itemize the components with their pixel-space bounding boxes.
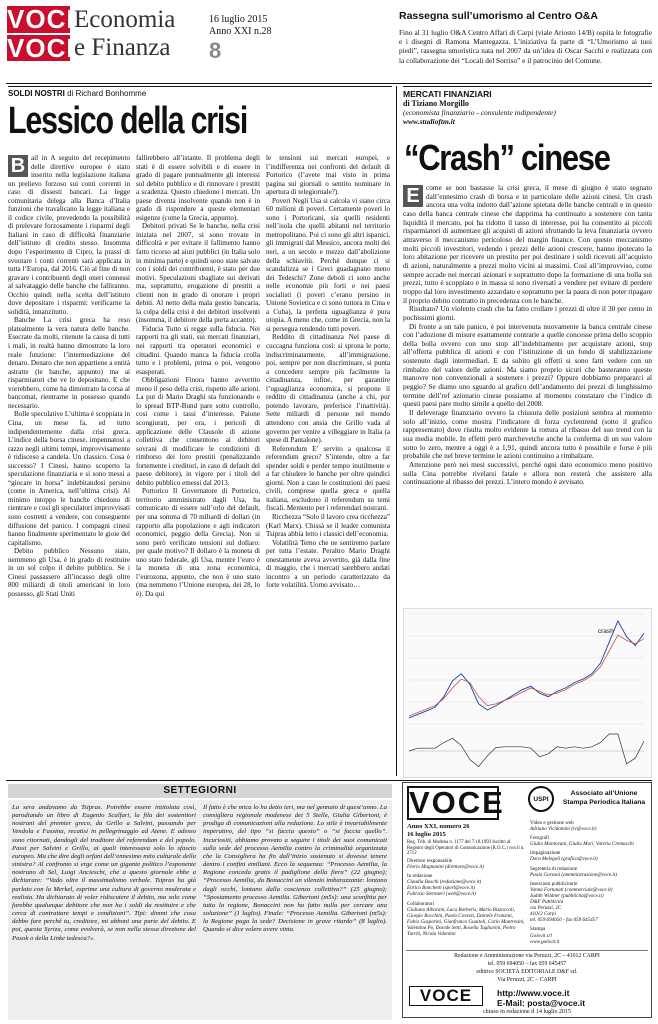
colophon-staff-left	[407, 858, 525, 937]
paragraph: Il deleverage finanziario ovvero la chiusura delle posizioni sembra al momento solo all’inizio, come mostra l’indicatore di forza cyclentrend (sotto il grafico rappresentato) dove risulta molto evidente la rottura al ribasso del suo trend con la sua media mobile. In effetti però marchevetche anche la conferma di un suo valore sotto lo zero, mentre a oggi è a 1,91, quindi ancora tutto è possibile e forse è più probabile che nel breve termine le azioni continuino a rimbalzare.	[403, 409, 652, 461]
mercati-kicker: MERCATI FINANZIARI	[403, 89, 492, 99]
paragraph: Attenzione però nei mesi successivi, perché ogni dato economico meno positivo sulla Cina potrebbe rivelarsi fatale e allora non resterà che assistere alla continuazione al ribasso dei prezzi. L’intero mondo è avvisato.	[403, 461, 652, 487]
colophon-label: Stampa	[530, 926, 546, 933]
colophon-label: Impaginazione	[530, 850, 561, 857]
paragraph: Portorico Il Governatore di Portorico, territorio amministrato dagli Usa, ha comunicato di essere sull’orlo del default, per una somma di 70 miliardi di dollari (in rapporto alla popolazione e agli indicatori economici, peggio della Grecia). Non si sono però verificate tensioni sul dollaro: per quale motivo? Il dollaro è la moneta di uno stato federale, gli Usa, mentre l’euro è la moneta di una zona economica, l’eurozona, appunto, che non è uno stato (ma nemmeno l’Unione europea, dei 28, lo è). Da qui	[136, 487, 260, 598]
colophon-label: Inserzioni pubblicitarie	[530, 880, 578, 887]
colophon-name: Giulio Mantovani, Giulio Mori, Valeria Cremaschi	[530, 841, 634, 848]
paragraph: Obbligazioni Finora hanno avvertito meno il peso della crisi, rispetto alle azioni. La put di Mario Draghi sta funzionando e lo spread BTP-Bund pare sotto controllo, così come i tassi d’interesse. Paione scongiurati, per ora, i pericoli di applicazione delle Clausole di azione collettiva che consentono ai debitori sovrani di modificare le condizioni di rimborso dei loro prestiti (penalizzando fortemente i creditori, in caso di default del paese debitore), in vigore per i titoli del debito pubblico emessi dal 2013.	[136, 376, 260, 487]
paragraph: Reddito di cittadinanza Nel paese di cuccagna funziona così: si sprona le porte, indiscriminatamente, all’immigrazione, poi, sempre per non discriminare, si punta a concedere sempre più facilmente la cittadinanza, infine, per garantire l’uguaglianza economica, si propone il reddito di cittadinanza (anche a chi, pur potendo lavorare, preferisce l’inattività). Sette miliardi di persone nel mondo attendono con ansia che Grillo vada al governo per venire a villeggiare in Italia (a spese di Pantalone).	[266, 333, 390, 445]
masthead-title-2: e Finanza	[74, 34, 171, 61]
settegiorni-column-2: Il fatto è che mica lo ha detto ieri, ma nel gennaio di quest’anno. La consigliera regionale modenese dei 5 Stelle, Giulia Gibertoni, è prodiga di comunicazioni alla redazione. Lo stile è invariabilmente imperativo, del tipo “si faccia questo” o “si faccia quello”. Incuriositi, abbiamo provato a seguire i titoli dei suoi comunicati sulla sede del processo Aemilia contro la criminalità organizzata che la Consigliera ha fin dall’inizio sostenuto si dovesse tenere dentro i confini emiliani. Ecco la sequenza: “Processo Aemilia, la Regione conceda gratis il padiglione della fiera” (22 giugno); “Processo Aemilia, da Bonaccini un silenzio imbarazzante: lontano dagli occhi, lontano dalla coscienza collettiva?” (25 giugno); “Spostamento processo Aemilia. Gibertoni (m5s): una sconfitta per tutta la regione, Bonaccini non ha fatto nulla per cercare una soluzione” (1 luglio). Finale: “Processo Aemilia. Gibertoni (m5s): la Regione paga la sede? Decisione in grave ritardo” (8 luglio). Quando si dice volere avere vinta.	[203, 804, 387, 934]
paragraph: Risultato? Un violento crash che ha fatto crollare i prezzi di oltre il 30 per cento in pochissimi giorni.	[403, 305, 652, 322]
mercati-site: www.studioftm.it	[403, 117, 455, 126]
soldi-byline: di Richard Bonhomme	[64, 89, 147, 98]
colophon-address-1: Redazione e Amministrazione via Peruzzi, 2C – 41012 CARPI	[454, 953, 600, 959]
colophon-name: Dora Melegoli (grafica@voce.it)	[530, 856, 598, 863]
paragraph: le tensioni sui mercati europei, e l’indifferenza nei confronti del default di Portorico (l’avete mai visto in prima pagina sui giornali o sentito nominare in apertura di telegiornale?).	[266, 154, 390, 197]
colophon-name: Enrico Bonchetti (sport@voce.it)	[407, 885, 475, 892]
colophon-name: Golovit srl	[530, 932, 552, 939]
colophon-name: Vanna Fortunati (commerciale@voce.it)	[530, 886, 613, 893]
settegiorni-title: SETTEGIORNI	[163, 785, 237, 796]
voce-logo	[7, 4, 85, 63]
uspi-text: USPI	[533, 795, 549, 803]
shanghai-index-chart	[403, 608, 652, 778]
colophon-label: Direttore responsabile	[407, 858, 453, 864]
rassegna-body: Fino al 31 luglio O&A Centro Affari di Carpi (viale Ariosto 14/B) ospita le fotografie e i disegni di Ramona Mantegazza. L’iniziativa fa parte di “L’Umorismo ai tuoi piedi”, rassegna umoristica nata nel 2007 da un’idea di Oscar Sacchi e realizzata con la collaborazione dei “Locali del Sorriso” e il patrocinio del Comune.	[399, 28, 652, 65]
soldi-column-2	[136, 154, 260, 774]
issue-date: 16 luglio 2015	[209, 14, 268, 25]
soldi-dropcap: B	[8, 155, 28, 177]
colophon-label: Video e gestione web	[530, 820, 574, 826]
uspi-logo	[528, 786, 554, 812]
page-number: 8	[209, 38, 222, 63]
soldi-column-3	[266, 154, 390, 774]
mercati-headline: “Crash” cinese	[404, 137, 610, 178]
colophon-name: tel. 059 694050 - fax 059 645457	[530, 917, 598, 924]
colophon-name: Adriano Vicidomini (tv@voce.it)	[530, 826, 597, 833]
colophon-name: www.golovit.it	[530, 938, 560, 945]
paragraph: Bolle speculative L’ultima è scoppiata in Cina, un mese fa, ed tutto indipendentemente dalla crisi greca. L’indice della borsa cinese, impennatosi a razzo negli ultimi tempi, improvvisamente è ridisceso a candela. Un classico. Cosa è successo? I Cinesi, hanno scoperto la speculazione finanziaria e si sono messi a “giocare in borsa” indebitandosi persino (come in America, nell’ultima crisi). Al minimo intoppo le banche chiedono di rientrare e così gli speculatori improvvisati sono costretti a vendere, con conseguente diffusione del panico. I compagni cinesi hanno finalmente sperimentato le gioie del capitalismo.	[8, 410, 130, 547]
colophon-date: 16 luglio 2015	[407, 831, 446, 838]
colophon-issue: Anno XXI, numero 26	[407, 823, 470, 830]
mercati-dropcap: E	[403, 185, 423, 207]
mercati-body	[403, 184, 652, 604]
soldi-headline: Lessico della crisi	[8, 100, 248, 142]
paragraph: Volatilità Temo che ne sentiremo parlare per tutta l’estate. Peraltro Mario Draghi onestamente aveva avvertito, già dalla fine di maggio, che i mercati sarebbero andati incontro a un periodo caratterizzato da forte volatilità. Uomo avvisato…	[266, 538, 390, 590]
paragraph: ail in A seguito del recepimento delle direttive europee è stato inserito nella legislazione italiana un prelievo forzoso sui conti correnti in caso di dissesti bancari. La legge comunitaria delega alla Banca d’Italia funzioni che travalicano la legge italiana e il codice civile, prevedendo la possibilità di prelevare forzosamente i risparmi degli Italiani in caso di difficoltà finanziarie dell’istituto di credito stesso. Insomma dopo l’esperimento di Cipro, la prassi di svuotare i conti correnti sarà applicata in tutta l’Europa, dal 2016. Ciò al fine di non gravare i contribuenti degli oneri connessi al salvataggio delle banche che falliranno. Occhio quindi nella scelta dell’istituto dove depositare i risparmi: verificarne la solidità, innanzitutto.	[8, 154, 130, 316]
colophon-name: via Peruzzi, 2C	[530, 905, 562, 912]
rassegna-title: Rassegna sull’umorismo al Centro O&A	[399, 10, 598, 22]
issue-number: Anno XXI n.28	[209, 26, 272, 37]
colophon-name: Claudia Boschi (redazione@voce.it)	[407, 879, 482, 886]
colophon-name: Giuliano Albarani, Luca Barberis, Mario Bizzoccoli, Giorgio Bocchini, Paolo Covezzi, Daniele Franzini, Fabio Gasparini, Gianfranco Guaitoli, Carlo Montresini, Valentina Po, Davide Setti, Rosella Tagliavini, Pietro Turchi, Nicola Valentini	[407, 906, 525, 938]
logo-text: VOCE	[7, 4, 85, 34]
colophon-name: Paola Gorzoni (amministrazione@voce.it)	[530, 871, 617, 878]
colophon-address-2: tel. 059 694050 – fax 059 645457	[487, 961, 567, 967]
paragraph: fallirebbero all’istante. Il problema degli stati è di essere solvibili e di essere in grado di pagare puntualmente gli interessi sul debito pubblico e di rinnovare i prestiti a scadenza. Questo chiedono i mercati. Un paese diventa insolvente quando non è in grado di rispondere a queste elementari esigenze (come la Grecia, appunto).	[136, 154, 260, 222]
mercati-byline: di Tiziano Morgillo	[403, 99, 469, 108]
paragraph: Banche La crisi greca ha reso platealmente la vera natura delle banche. Esecrate da molti, ritenute la causa di tutti i mali, in realtà hanno dimostrato la loro reale funzione: l’intermediazione del denaro. Denaro che non appartiene a entità astratte (le banche, appunto) ma ai risparmiatori che ve lo depositano. E che vorrebbero, come ha dimostrato la corsa al bancomat, rientrarne in possesso quando necessario.	[8, 316, 130, 410]
uspi-label-2: Stampa Periodica Italiana	[562, 799, 646, 806]
colophon-email[interactable]: E-Mail: posta@voce.it	[497, 998, 586, 1008]
colophon-closing: chiuso in redazione il 14 luglio 2015	[483, 1009, 571, 1015]
masthead-title-1: Economia	[74, 6, 176, 33]
settegiorni-column-1: La sera andavamo da Tsipras. Potrebbe essere intitolata così, parodiando un libro di Eugenio Scalfari, la fila dei sostenitori nostrani del premier greco, da Grillo a Salvini, passando per Vendola e Fassina, recatisi in pellegrinaggio ad Atene. E adesso sono ritornati, dandogli del traditore del referendum e del popolo. Passi per Salvini e Grillo, ai quali interessava solo lo sfascio europeo. Ma che dire degli orfani dell’ennesimo mito culturale della sinistra? Al confronto si erge come un gigante politico l’esponente nostrano di Sel, Luigi Ancieschi, che a questo giornale ebbe a dichiarare: “Vado oltre il massimalismo verbale. Tsipras ha già parlato con la Merkel, esprime una cultura di governo moderata e realista. Ha dichiarato di voler ridiscutere il debito, ma solo come farebbe qualunque debitore che non ha i soldi da restituire e che cerca di contrattare tempi e condizioni”. Tipi: dimmi che cosa debbo fare perché tu, creditore, mi abboni una parte del debito. E poi, questa Syriza, come evolverà, se non nella stessa direzione del Pasok o della Linke tedesca?».	[12, 804, 196, 942]
paragraph: Ricchezza “Solo il lavoro crea ricchezza” (Karl Marx). Chissà se il leader comunista Tsipras abbia letto i classici dell’economia.	[266, 512, 390, 539]
colophon-name: 41012 Carpi	[530, 911, 556, 918]
logo-text-repeat: VOCE	[7, 33, 85, 63]
paragraph: Poveri Negli Usa si calcola vi siano circa 60 milioni di poveri. Certamente poveri lo sono i Portoricani, sia quelli residenti nell’isola che quelli abitanti nel territorio metropolitano. Poi ci sono gli altri ispanici, gli immigrati dal Messico, ancora molti dei neri, a un secolo e mezzo dall’abolizione della schiavitù. Perché dunque ci si scandalizza se i Greci guadagnano meno dei Tedeschi? Zone deboli ci sono anche nelle economie più forti e nei paesi socialisti (i poveri c’erano persino in Unione Sovietica e ci sono tuttora in Cina e a Cuba), la perfetta uguaglianza è pura utopia. A meno che, come in Grecia, non la si persegua rendendo tutti poveri.	[266, 196, 390, 333]
paragraph: Debitori privati Se le banche, nella crisi iniziata nel 2007, si sono trovate in difficoltà e per evitare il fallimento hanno fatto ricorso ad aiuti pubblici (in Italia solo in minima parte) e quindi sono state salvate con i soldi dei contribuenti, è stato per due motivi. Speculazioni sbagliate sui derivati ma, soprattutto, erogazione di prestiti a clienti non in grado di onorare i propri debiti. Al netto della mala gestio bancaria, la colpa della crisi è dei debitori insolventi (insomma, il debitore della porta accanto).	[136, 222, 260, 325]
colophon-logo: VOCE	[409, 785, 505, 820]
colophon-name: Judith Wildner (pubblicita@voce.it)	[530, 892, 604, 899]
paragraph: come se non bastasse la crisi greca, il mese di giugno è stato segnato dall’ennesimo crash di borsa e in particolare delle azioni cinesi. Un crash ancora una volta indotto dall’azione spietata delle banche centrali e in questo caso della banca centrale cinese che dapprima ha continuato a sostenere con tanta liquidità il mercato, poi ha ridotto il tasso di interesse, poi ha consentito ai piccoli risparmiatori di aumentare gli acquisti di azioni sfruttando la leva finanziaria ovvero attraverso il meccanismo pericoloso del margin finance. Con questo meccanismo molti piccoli investitori, vedendo i prezzi delle azioni crescere, hanno ipotecato la loro abitazione per ricevere un prestito per poi destinare i soldi ricevuti all’acquisto di azioni, naturalmente a prezzi molto vicini ai massimi. Così all’improvviso, come sempre accade nei mercati azionari e soprattutto dopo la formazione di una bolla sui prezzi, tutto è scoppiato e in massa si sono riversati a vendere per evitare di perdere troppo dal loro investimento azzardato e soprattutto per la paura di non poter ripagare il proprio debito contratto in precedenza con le banche.	[403, 184, 652, 305]
colophon-label: Fotografi	[530, 835, 549, 842]
soldi-column-1	[8, 154, 130, 774]
uspi-label-1: Associato all’Unione	[570, 790, 638, 797]
colophon-label: Segreteria di redazione	[530, 865, 577, 872]
colophon-name: Florio Magnanini (direttore@voce.it)	[407, 864, 484, 871]
colophon-name: Fabrizio Stermieri (web@voce.it)	[407, 891, 476, 898]
colophon-small-logo: VOCE	[409, 986, 483, 1006]
colophon-label: In redazione	[407, 873, 433, 880]
paragraph: Fiducia Tutto si regge sulla fiducia. Nei rapporti tra gli stati, sui mercati finanziari, nei rapporti tra operatori economici e cittadini. Quando manca la fiducia crolla tutto e i problemi, prima o poi, vengono esasperati.	[136, 324, 260, 376]
soldi-kicker: SOLDI NOSTRI	[8, 89, 65, 98]
paragraph: Di fronte a un tale panico, è poi intervenuta nuovamente la banca centrale cinese con l’adozione di misure esattamente contrarie a quelle concesse prima dello scoppio della bolla ovvero con uno stop all’indebitamento per acquistare azioni, stop all’offerta pubblica di azioni e con l’istituzione di un fondo di stabilizzazione sostenuto dagli intermediari. E da subito gli effetti si sono fatti vedere con un rimbalzo del valore delle azioni. Ma siamo proprio sicuri che basteranno queste manovre non convenzionali a sostenere i prezzi? Oppure dobbiamo prepararci al peggio? Se diamo uno sguardo al grafico dell’andamento dei prezzi di lunghissimo termine dell’ref azionario cinese possiamo al momento constatare che l’indice di questi paesi pare molto simile a quello del 2008.	[403, 322, 652, 409]
colophon-label: Collaboratori	[407, 900, 435, 907]
paragraph: Referendum E’ servito a qualcosa il referendum greco? S’intende, oltre a far spender soldi e perder tempo inutilmente e a far chiudere le banche per oltre quindici giorni. Non a caso le costituzioni dei paesi civili, comprese quella greca e quella italiana, escludono il referendum su temi fiscali. Memento per i referendari nostrani.	[266, 444, 390, 513]
colophon-name: D&F Pubblicità	[530, 899, 564, 906]
colophon-website[interactable]: http://www.voce.it	[497, 988, 570, 998]
colophon-registration: Reg. Trib. di Modena n. 1177 del 7.10.1993 Iscritto al Registro degli Operatori di Comunicazione (R.O.C.) con il n. 2712	[407, 840, 525, 857]
paragraph: Debito pubblico Nessuno stato, nemmeno gli Usa, è in grado di restituire in un sol colpo il debito pubblico. Se i Cinesi passassero all’incasso degli oltre 800 miliardi di titoli americani in loro possesso, gli Stati Uniti	[8, 547, 130, 598]
colophon-address-4: Via Peruzzi, 2C – CARPI	[497, 977, 557, 983]
mercati-role: (economista finanziario - consulente indipendente)	[403, 108, 556, 117]
chart-annotation: crash	[597, 627, 614, 635]
colophon-address-3: editrice SOCIETÀ EDITORIALE D&F srl.	[476, 969, 578, 975]
colophon-staff-right	[530, 820, 648, 945]
